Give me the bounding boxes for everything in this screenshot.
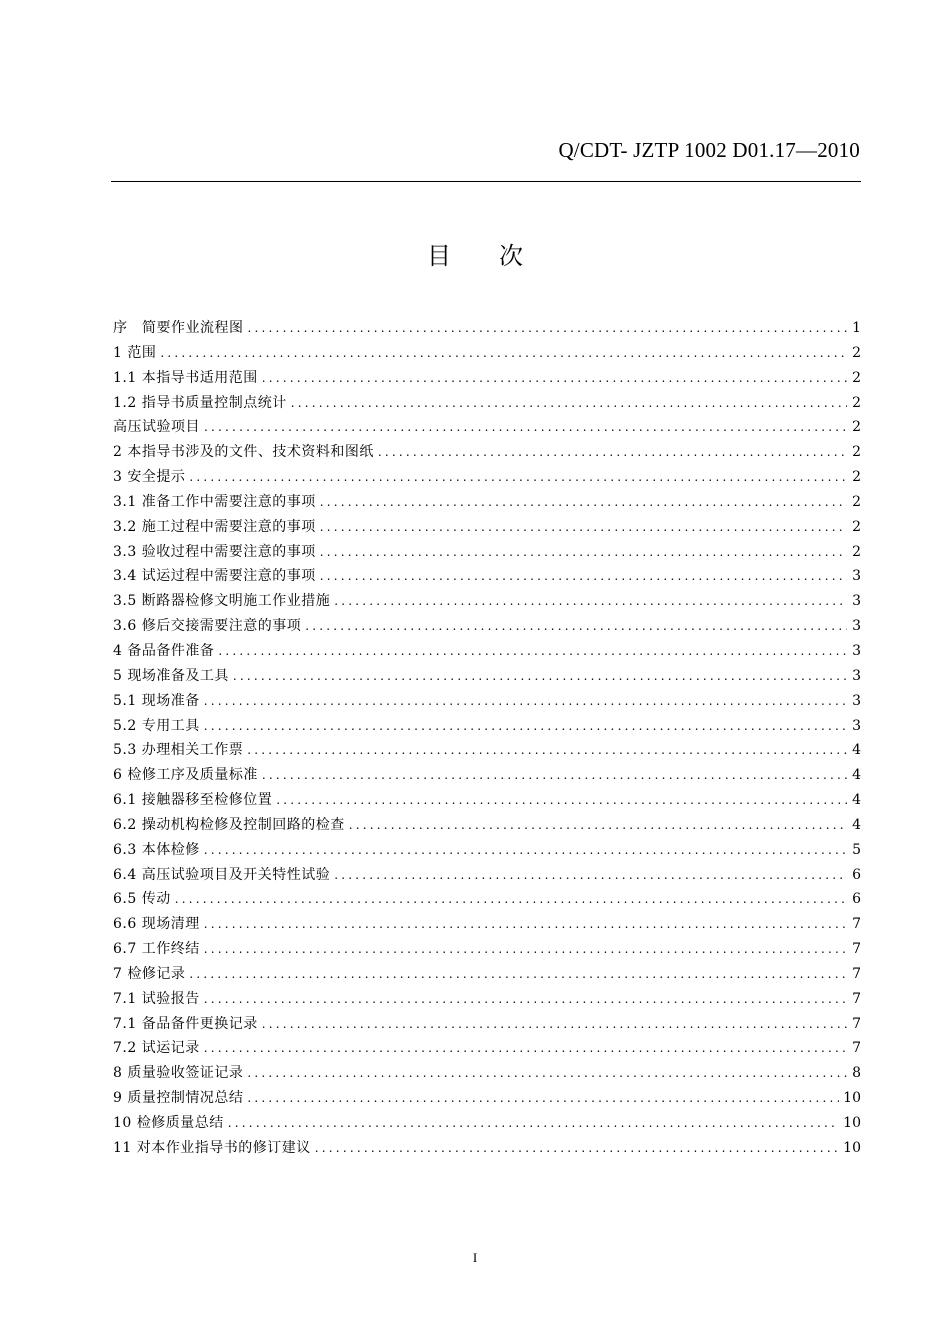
toc-entry[interactable] bbox=[113, 391, 861, 416]
toc-leader-dots bbox=[320, 490, 847, 515]
toc-entry-page: 10 bbox=[843, 1090, 861, 1107]
toc-entry-label: 3.3 验收过程中需要注意的事项 bbox=[113, 543, 316, 560]
toc-entry-page: 2 bbox=[852, 344, 861, 361]
toc-entry[interactable] bbox=[113, 440, 861, 465]
toc-entry-page: 3 bbox=[852, 618, 861, 635]
toc-entry-label: 9 质量控制情况总结 bbox=[113, 1090, 244, 1107]
toc-entry-page: 2 bbox=[852, 518, 861, 535]
toc-leader-dots bbox=[204, 689, 847, 714]
toc-entry[interactable] bbox=[113, 813, 861, 838]
toc-entry[interactable] bbox=[113, 589, 861, 614]
toc-leader-dots bbox=[320, 540, 847, 565]
toc-entry-label: 10 检修质量总结 bbox=[113, 1115, 224, 1131]
toc-entry-page: 3 bbox=[852, 642, 861, 659]
toc-entry-page: 2 bbox=[852, 419, 861, 436]
toc-leader-dots bbox=[247, 1086, 839, 1111]
toc-entry[interactable] bbox=[113, 316, 861, 341]
toc-leader-dots bbox=[228, 1111, 839, 1136]
toc-entry-label: 高压试验项目 bbox=[113, 419, 200, 436]
toc-leader-dots bbox=[334, 589, 847, 614]
toc-entry[interactable] bbox=[113, 987, 861, 1012]
toc-entry-label: 1.2 指导书质量控制点统计 bbox=[113, 394, 287, 411]
toc-entry-page: 6 bbox=[852, 891, 861, 908]
toc-entry-label: 7.1 备品备件更换记录 bbox=[113, 1015, 258, 1032]
toc-entry-label: 6 检修工序及质量标准 bbox=[113, 767, 258, 784]
toc-leader-dots bbox=[247, 1061, 847, 1086]
toc-entry-page: 2 bbox=[852, 444, 861, 461]
toc-entry[interactable] bbox=[113, 689, 861, 714]
toc-leader-dots bbox=[305, 614, 847, 639]
toc-entry[interactable] bbox=[113, 912, 861, 937]
toc-entry[interactable] bbox=[113, 1036, 861, 1061]
toc-entry[interactable] bbox=[113, 788, 861, 813]
toc-leader-dots bbox=[262, 366, 847, 391]
toc-entry-page: 7 bbox=[852, 916, 861, 933]
toc-entry-label: 5 现场准备及工具 bbox=[113, 667, 229, 684]
toc-entry-page: 2 bbox=[852, 493, 861, 510]
toc-entry-label: 3.6 修后交接需要注意的事项 bbox=[113, 618, 302, 635]
toc-leader-dots bbox=[378, 440, 847, 465]
toc-entry[interactable] bbox=[113, 738, 861, 763]
toc-leader-dots bbox=[291, 391, 847, 416]
toc-entry[interactable] bbox=[113, 1086, 861, 1111]
toc-leader-dots bbox=[204, 987, 847, 1012]
toc-entry-label: 7.2 试运记录 bbox=[113, 1040, 200, 1057]
toc-entry-label: 4 备品备件准备 bbox=[113, 642, 215, 659]
toc-entry[interactable] bbox=[113, 515, 861, 540]
toc-leader-dots bbox=[160, 341, 847, 366]
toc-entry-page: 10 bbox=[843, 1115, 861, 1131]
toc-leader-dots bbox=[320, 515, 847, 540]
toc-entry-label: 6.4 高压试验项目及开关特性试验 bbox=[113, 866, 331, 883]
toc-leader-dots bbox=[349, 813, 847, 838]
document-code: Q/CDT- JZTP 1002 D01.17—2010 bbox=[558, 138, 860, 162]
toc-leader-dots bbox=[218, 639, 847, 664]
toc-entry-label: 7.1 试验报告 bbox=[113, 990, 200, 1007]
toc-entry-label: 6.3 本体检修 bbox=[113, 841, 200, 858]
toc-leader-dots bbox=[204, 912, 847, 937]
toc-entry-label: 5.2 专用工具 bbox=[113, 717, 200, 734]
toc-entry[interactable] bbox=[113, 415, 861, 440]
table-of-contents bbox=[113, 316, 861, 1161]
toc-entry-label: 3.2 施工过程中需要注意的事项 bbox=[113, 518, 316, 535]
toc-leader-dots bbox=[315, 1136, 839, 1161]
toc-entry-page: 4 bbox=[852, 816, 861, 833]
toc-leader-dots bbox=[189, 962, 847, 987]
toc-entry-page: 10 bbox=[843, 1139, 861, 1156]
toc-entry-label: 3 安全提示 bbox=[113, 469, 186, 486]
toc-entry-label: 2 本指导书涉及的文件、技术资料和图纸 bbox=[113, 444, 374, 461]
toc-leader-dots bbox=[175, 887, 847, 912]
toc-entry[interactable] bbox=[113, 465, 861, 490]
toc-entry-label: 序 简要作业流程图 bbox=[113, 320, 244, 336]
toc-leader-dots bbox=[276, 788, 847, 813]
toc-entry-label: 8 质量验收签证记录 bbox=[113, 1065, 244, 1082]
toc-entry[interactable] bbox=[113, 1012, 861, 1037]
toc-leader-dots bbox=[262, 763, 847, 788]
toc-entry[interactable] bbox=[113, 838, 861, 863]
toc-entry-page: 1 bbox=[852, 320, 861, 336]
toc-entry-label: 3.5 断路器检修文明施工作业措施 bbox=[113, 593, 331, 610]
toc-entry-label: 7 检修记录 bbox=[113, 965, 186, 982]
toc-leader-dots bbox=[262, 1012, 847, 1037]
toc-entry-page: 7 bbox=[852, 1015, 861, 1032]
toc-entry[interactable] bbox=[113, 763, 861, 788]
toc-entry[interactable] bbox=[113, 937, 861, 962]
toc-entry-page: 3 bbox=[852, 667, 861, 684]
toc-entry-label: 3.4 试运过程中需要注意的事项 bbox=[113, 568, 316, 585]
toc-entry-page: 3 bbox=[852, 717, 861, 734]
toc-entry-page: 8 bbox=[852, 1065, 861, 1082]
toc-entry-page: 6 bbox=[852, 866, 861, 883]
toc-entry[interactable] bbox=[113, 366, 861, 391]
toc-entry-page: 2 bbox=[852, 369, 861, 386]
toc-entry-label: 5.1 现场准备 bbox=[113, 692, 200, 709]
toc-entry-page: 5 bbox=[852, 841, 861, 858]
toc-leader-dots bbox=[204, 838, 847, 863]
toc-entry-label: 6.2 操动机构检修及控制回路的检查 bbox=[113, 816, 345, 833]
toc-entry-label: 3.1 准备工作中需要注意的事项 bbox=[113, 493, 316, 510]
toc-entry-page: 4 bbox=[852, 742, 861, 759]
toc-leader-dots bbox=[334, 863, 847, 888]
toc-entry-label: 6.6 现场清理 bbox=[113, 916, 200, 933]
toc-entry-page: 7 bbox=[852, 990, 861, 1007]
toc-entry-page: 7 bbox=[852, 965, 861, 982]
toc-leader-dots bbox=[233, 664, 847, 689]
toc-entry-label: 1 范围 bbox=[113, 344, 157, 361]
toc-entry[interactable] bbox=[113, 887, 861, 912]
toc-entry[interactable] bbox=[113, 639, 861, 664]
toc-entry-page: 4 bbox=[852, 767, 861, 784]
toc-entry[interactable] bbox=[113, 962, 861, 987]
header-divider bbox=[111, 181, 861, 182]
toc-entry-label: 6.7 工作终结 bbox=[113, 941, 200, 958]
toc-entry-label: 6.1 接触器移至检修位置 bbox=[113, 792, 273, 809]
toc-title-char-2: 次 bbox=[499, 242, 523, 270]
toc-entry[interactable] bbox=[113, 1111, 861, 1136]
toc-entry[interactable] bbox=[113, 564, 861, 589]
toc-leader-dots bbox=[204, 714, 847, 739]
toc-entry-page: 7 bbox=[852, 941, 861, 958]
toc-entry[interactable] bbox=[113, 341, 861, 366]
toc-entry-label: 6.5 传动 bbox=[113, 891, 171, 908]
toc-entry-page: 4 bbox=[852, 792, 861, 809]
toc-entry-page: 2 bbox=[852, 394, 861, 411]
toc-entry-page: 3 bbox=[852, 692, 861, 709]
toc-entry-page: 2 bbox=[852, 543, 861, 560]
toc-entry[interactable] bbox=[113, 1061, 861, 1086]
page-number: I bbox=[472, 1250, 478, 1265]
toc-entry[interactable] bbox=[113, 1136, 861, 1161]
toc-leader-dots bbox=[204, 415, 847, 440]
toc-title-char-1: 目 bbox=[427, 242, 451, 270]
toc-entry-label: 11 对本作业指导书的修订建议 bbox=[113, 1139, 311, 1156]
toc-leader-dots bbox=[247, 738, 847, 763]
toc-entry[interactable] bbox=[113, 664, 861, 689]
toc-title bbox=[0, 236, 950, 271]
toc-leader-dots bbox=[204, 937, 847, 962]
toc-entry[interactable] bbox=[113, 714, 861, 739]
toc-entry[interactable] bbox=[113, 540, 861, 565]
toc-leader-dots bbox=[189, 465, 847, 490]
toc-entry[interactable] bbox=[113, 614, 861, 639]
toc-entry-label: 1.1 本指导书适用范围 bbox=[113, 369, 258, 386]
toc-leader-dots bbox=[248, 316, 848, 341]
toc-entry-label: 5.3 办理相关工作票 bbox=[113, 742, 244, 759]
toc-entry-page: 2 bbox=[852, 469, 861, 486]
toc-entry-page: 3 bbox=[852, 593, 861, 610]
toc-entry[interactable] bbox=[113, 490, 861, 515]
toc-leader-dots bbox=[320, 564, 847, 589]
toc-entry-page: 3 bbox=[852, 568, 861, 585]
toc-entry-page: 7 bbox=[852, 1040, 861, 1057]
toc-entry[interactable] bbox=[113, 863, 861, 888]
toc-leader-dots bbox=[204, 1036, 847, 1061]
